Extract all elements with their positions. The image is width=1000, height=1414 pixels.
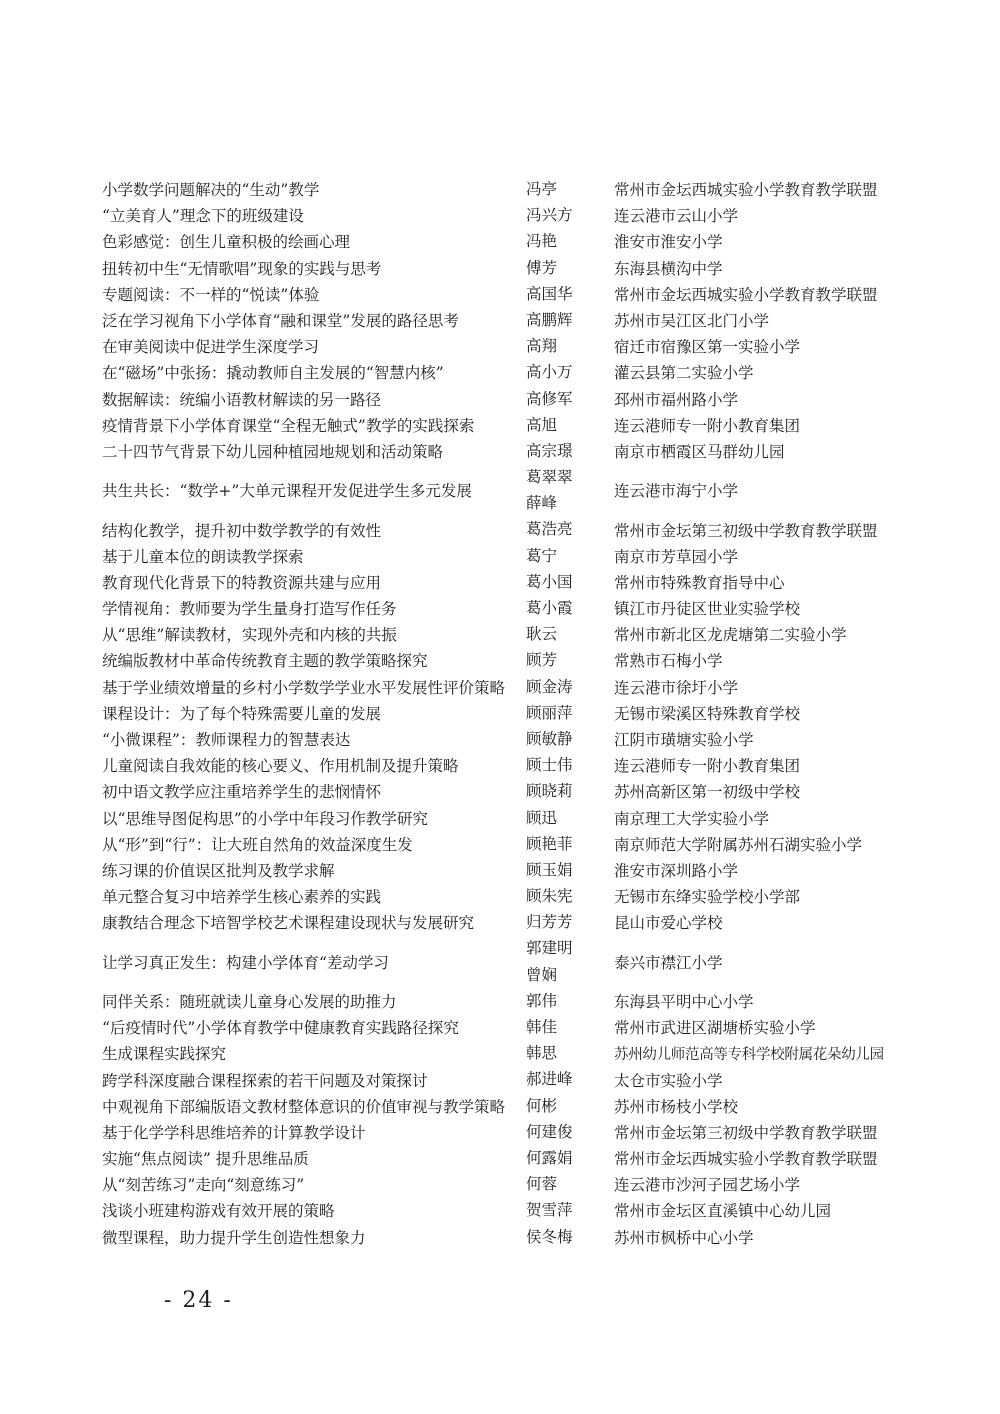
entry-title: 让学习真正发生：构建小学体育“差动学习 [102, 953, 389, 972]
list-item [0, 176, 1000, 202]
entry-school: 南京市芳草园小学 [614, 547, 739, 566]
list-item [0, 438, 1000, 464]
entry-title: 扭转初中生“无情歌唱”现象的实践与思考 [102, 259, 382, 278]
entry-title: 实施“焦点阅读” 提升思维品质 [102, 1150, 309, 1169]
entry-authors [526, 386, 610, 412]
list-item [0, 883, 1000, 909]
entry-school: 无锡市东绛实验学校小学部 [614, 888, 801, 907]
entry-authors [526, 805, 610, 831]
author-name: 顾敏静 [526, 729, 573, 748]
author-name: 郭建明 [526, 939, 573, 958]
entry-title: 同伴关系：随班就读儿童身心发展的助推力 [102, 992, 397, 1011]
entry-authors [526, 647, 610, 673]
list-item [0, 831, 1000, 857]
entry-school: 宿迁市宿豫区第一实验小学 [614, 338, 801, 357]
entry-authors [526, 281, 610, 307]
entry-school: 连云港师专一附小教育集团 [614, 757, 801, 776]
entry-school: 连云港市海宁小学 [614, 482, 739, 501]
author-name: 何蓉 [526, 1175, 558, 1194]
entry-title: 生成课程实践探究 [102, 1045, 227, 1064]
entry-title: 统编版教材中革命传统教育主题的教学策略探究 [102, 652, 428, 671]
entry-title: 课程设计：为了每个特殊需要儿童的发展 [102, 704, 382, 723]
list-item [0, 255, 1000, 281]
author-name: 顾丽萍 [526, 703, 573, 722]
entry-authors [526, 516, 610, 542]
entry-authors [526, 726, 610, 752]
entry-school: 淮安市深圳路小学 [614, 861, 739, 880]
entry-title: 初中语文教学应注重培养学生的悲悯情怀 [102, 783, 382, 802]
entry-school: 连云港市沙河子园艺场小学 [614, 1176, 801, 1195]
entry-title: 基于儿童本位的朗读教学探索 [102, 547, 304, 566]
entry-school: 常州市新北区龙虎塘第二实验小学 [614, 626, 847, 645]
list-item [0, 1224, 1000, 1250]
entry-title: “立美育人”理念下的班级建设 [102, 207, 304, 226]
author-name: 高小万 [526, 363, 573, 382]
entry-authors [526, 857, 610, 883]
author-name: 葛宁 [526, 546, 558, 565]
entry-title: 二十四节气背景下幼儿园种植园地规划和活动策略 [102, 442, 444, 461]
entry-authors [526, 412, 610, 438]
author-name: 高修军 [526, 389, 573, 408]
entry-title: “小微课程”：教师课程力的智慧表达 [102, 731, 351, 750]
entry-authors [526, 464, 610, 516]
list-item [0, 1093, 1000, 1119]
entry-school: 镇江市丹徒区世业实验学校 [614, 600, 801, 619]
list-item [0, 307, 1000, 333]
entry-title: 色彩感觉：创生儿童积极的绘画心理 [102, 233, 351, 252]
list-item [0, 1171, 1000, 1197]
entry-authors [526, 438, 610, 464]
entry-school: 常州市金坛西城实验小学教育教学联盟 [614, 181, 878, 200]
entry-title: 康教结合理念下培智学校艺术课程建设现状与发展研究 [102, 914, 475, 933]
author-name: 顾晓莉 [526, 782, 573, 801]
entry-title: “后疫情时代”小学体育教学中健康教育实践路径探究 [102, 1019, 459, 1038]
entry-title: 数据解读：统编小语教材解读的另一路径 [102, 390, 382, 409]
list-item [0, 909, 1000, 935]
author-name: 高旭 [526, 415, 558, 434]
list-item [0, 1197, 1000, 1223]
author-name: 何建俊 [526, 1122, 573, 1141]
entry-school: 连云港市徐圩小学 [614, 678, 739, 697]
entry-authors [526, 1145, 610, 1171]
author-name: 顾朱宪 [526, 887, 573, 906]
author-name: 冯亭 [526, 180, 558, 198]
entry-school: 泰兴市襟江小学 [614, 953, 723, 972]
entry-title: 从“思维”解读教材，实现外壳和内核的共振 [102, 626, 397, 645]
entry-title: 结构化教学，提升初中数学教学的有效性 [102, 521, 382, 540]
list-item [0, 1014, 1000, 1040]
author-name: 傅芳 [526, 258, 558, 277]
author-name: 贺雪萍 [526, 1201, 573, 1220]
entry-authors [526, 752, 610, 778]
author-name: 韩思 [526, 1044, 558, 1063]
list-item [0, 202, 1000, 228]
list-item [0, 621, 1000, 647]
author-name: 葛小国 [526, 572, 573, 591]
entry-title: 从“刻苦练习”走向“刻意练习” [102, 1176, 305, 1195]
entry-authors [526, 778, 610, 804]
entry-school: 苏州市枫桥中心小学 [614, 1228, 754, 1247]
entry-title: 单元整合复习中培养学生核心素养的实践 [102, 888, 382, 907]
list-item [0, 726, 1000, 752]
entry-title: 基于学业绩效增量的乡村小学数学学业水平发展性评价策略 [102, 678, 506, 697]
list-item [0, 1066, 1000, 1092]
author-name: 顾芳 [526, 651, 558, 670]
entry-title: 共生共长：“数学+”大单元课程开发促进学生多元发展 [102, 482, 472, 501]
entry-school: 常州市武进区湖塘桥实验小学 [614, 1019, 816, 1038]
list-item [0, 988, 1000, 1014]
author-name: 曾娴 [526, 965, 558, 984]
entry-school: 连云港师专一附小教育集团 [614, 416, 801, 435]
author-name: 顾金涛 [526, 677, 573, 696]
list-item [0, 595, 1000, 621]
entry-authors [526, 909, 610, 935]
entry-authors [526, 228, 610, 254]
entry-title: 中观视角下部编版语文教材整体意识的价值审视与教学策略 [102, 1097, 506, 1116]
author-name: 耿云 [526, 625, 558, 644]
page-number: - 24 - [164, 1288, 233, 1313]
entry-title: 儿童阅读自我效能的核心要义、作用机制及提升策略 [102, 757, 459, 776]
list-item [0, 647, 1000, 673]
list-item [0, 1145, 1000, 1171]
author-name: 冯兴方 [526, 206, 573, 225]
list-item [0, 228, 1000, 254]
entry-authors [526, 569, 610, 595]
entry-school: 昆山市爱心学校 [614, 914, 723, 933]
entry-school: 苏州市杨枝小学校 [614, 1097, 739, 1116]
entry-school: 苏州幼儿师范高等专科学校附属花朵幼儿园 [614, 1046, 884, 1063]
entry-title: 跨学科深度融合课程探索的若干问题及对策探讨 [102, 1071, 428, 1090]
author-name: 顾迅 [526, 808, 558, 827]
entry-school: 常州市金坛第三初级中学教育教学联盟 [614, 521, 878, 540]
entry-title: 教育现代化背景下的特教资源共建与应用 [102, 573, 382, 592]
entry-title: 泛在学习视角下小学体育“融和课堂”发展的路径思考 [102, 312, 459, 331]
list-item [0, 386, 1000, 412]
entry-authors [526, 1040, 610, 1066]
entry-school: 常州市金坛西城实验小学教育教学联盟 [614, 1150, 878, 1169]
entry-school: 太仓市实验小学 [614, 1071, 723, 1090]
entry-school: 东海县横沟中学 [614, 259, 723, 278]
author-name: 何彬 [526, 1096, 558, 1115]
author-name: 韩佳 [526, 1018, 558, 1037]
list-item [0, 752, 1000, 778]
entry-authors [526, 1014, 610, 1040]
author-name: 顾玉娟 [526, 860, 573, 879]
entry-school: 南京师范大学附属苏州石湖实验小学 [614, 835, 863, 854]
author-name: 高宗璟 [526, 441, 573, 460]
entry-authors [526, 543, 610, 569]
author-name: 顾士伟 [526, 756, 573, 775]
entry-title: 从“形”到“行”：让大班自然角的效益深度生发 [102, 835, 413, 854]
author-name: 郝进峰 [526, 1070, 573, 1089]
author-name: 侯冬梅 [526, 1227, 573, 1246]
entry-school: 邳州市福州路小学 [614, 390, 739, 409]
entry-authors [526, 621, 610, 647]
list-item [0, 700, 1000, 726]
entry-authors [526, 1119, 610, 1145]
author-name: 冯艳 [526, 232, 558, 251]
author-name: 郭伟 [526, 991, 558, 1010]
entry-authors [526, 1093, 610, 1119]
entry-school: 无锡市梁溪区特殊教育学校 [614, 704, 801, 723]
entry-authors [526, 359, 610, 385]
list-item [0, 778, 1000, 804]
entry-school: 连云港市云山小学 [614, 207, 739, 226]
list-item [0, 1119, 1000, 1145]
entry-school: 苏州高新区第一初级中学校 [614, 783, 801, 802]
entry-authors [526, 595, 610, 621]
entry-school: 常州市金坛第三初级中学教育教学联盟 [614, 1123, 878, 1142]
entry-school: 苏州市吴江区北门小学 [614, 312, 770, 331]
entry-authors [526, 674, 610, 700]
entry-authors [526, 700, 610, 726]
author-name: 高国华 [526, 284, 573, 303]
author-name: 薛峰 [526, 494, 558, 513]
entry-title: 疫情背景下小学体育课堂“全程无触式”教学的实践探索 [102, 416, 475, 435]
entry-title: 专题阅读：不一样的“悦读”体验 [102, 285, 320, 304]
entry-school: 南京市栖霞区马群幼儿园 [614, 442, 785, 461]
entry-school: 常州市特殊教育指导中心 [614, 573, 785, 592]
entry-authors [526, 1197, 610, 1223]
list-item [0, 857, 1000, 883]
entry-authors [526, 307, 610, 333]
entry-school: 东海县平明中心小学 [614, 992, 754, 1011]
entry-title: 微型课程，助力提升学生创造性想象力 [102, 1228, 366, 1247]
list-item [0, 1040, 1000, 1066]
entry-authors [526, 176, 610, 202]
author-name: 归芳芳 [526, 913, 573, 932]
entry-authors [526, 1224, 610, 1250]
entry-authors [526, 831, 610, 857]
entry-school: 常州市金坛西城实验小学教育教学联盟 [614, 285, 878, 304]
list-item [0, 412, 1000, 438]
author-name: 葛小霞 [526, 599, 573, 618]
list-item [0, 935, 1000, 987]
entry-title: 学情视角：教师要为学生量身打造写作任务 [102, 600, 397, 619]
author-name: 高鹏辉 [526, 310, 573, 329]
entry-authors [526, 988, 610, 1014]
entry-title: 以“思维导图促构思”的小学中年段习作教学研究 [102, 809, 428, 828]
entry-school: 常州市金坛区直溪镇中心幼儿园 [614, 1202, 832, 1221]
entry-title: 在审美阅读中促进学生深度学习 [102, 338, 320, 357]
entry-school: 灌云县第二实验小学 [614, 364, 754, 383]
author-name: 何露娟 [526, 1148, 573, 1167]
entry-school: 常熟市石梅小学 [614, 652, 723, 671]
list-item [0, 569, 1000, 595]
entry-school: 南京理工大学实验小学 [614, 809, 770, 828]
list-item [0, 281, 1000, 307]
author-name: 葛翠翠 [526, 468, 573, 487]
entry-authors [526, 1066, 610, 1092]
entry-title: 基于化学学科思维培养的计算教学设计 [102, 1123, 366, 1142]
list-item [0, 464, 1000, 516]
list-item [0, 543, 1000, 569]
list-item [0, 674, 1000, 700]
author-name: 葛浩亮 [526, 520, 573, 539]
entry-school: 江阴市璜塘实验小学 [614, 731, 754, 750]
list-item [0, 805, 1000, 831]
entry-title: 浅谈小班建构游戏有效开展的策略 [102, 1202, 335, 1221]
entry-authors [526, 255, 610, 281]
entry-authors [526, 883, 610, 909]
list-item [0, 359, 1000, 385]
entry-title: 练习课的价值误区批判及教学求解 [102, 861, 335, 880]
entry-authors [526, 333, 610, 359]
list-item [0, 333, 1000, 359]
entry-authors [526, 202, 610, 228]
author-name: 顾艳菲 [526, 834, 573, 853]
entry-school: 淮安市淮安小学 [614, 233, 723, 252]
entry-authors [526, 1171, 610, 1197]
award-list [0, 176, 1000, 1250]
list-item [0, 516, 1000, 542]
entry-title: 在“磁场”中张扬：撬动教师自主发展的“智慧内核” [102, 364, 444, 383]
entry-title: 小学数学问题解决的“生动”教学 [102, 181, 320, 200]
entry-authors [526, 935, 610, 987]
author-name: 高翔 [526, 337, 558, 356]
